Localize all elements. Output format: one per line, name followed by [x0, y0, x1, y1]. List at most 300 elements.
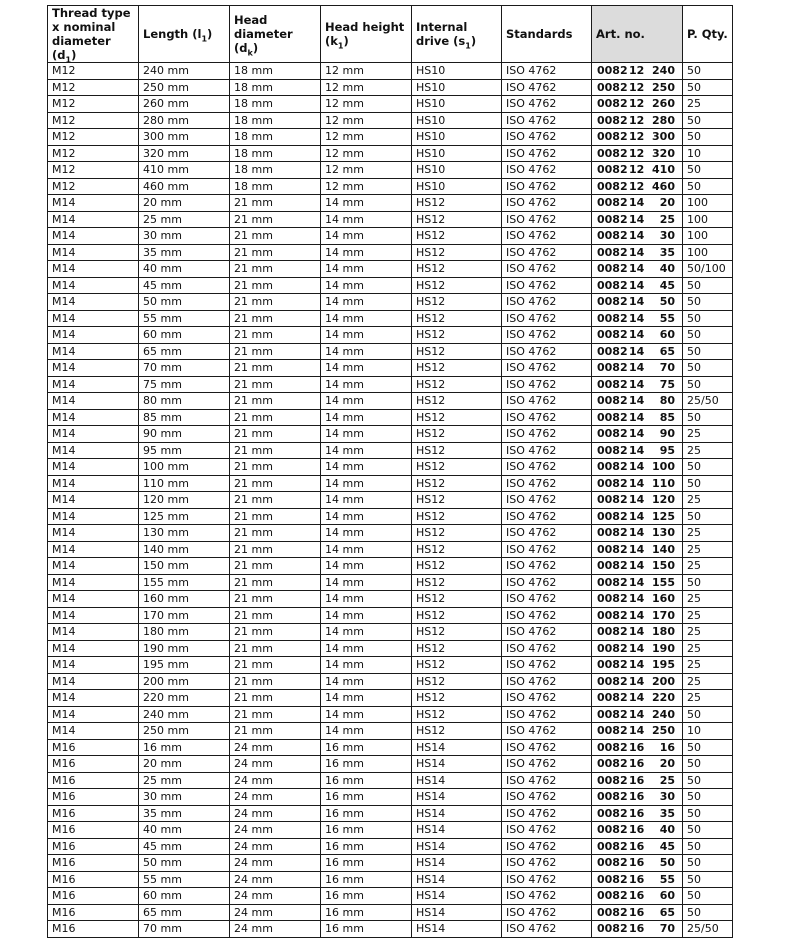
- cell-length: 70 mm: [139, 921, 230, 938]
- table-row: [48, 657, 733, 674]
- cell-internal-drive: HS10: [412, 96, 502, 113]
- art-no-part: 125: [652, 509, 675, 523]
- cell-internal-drive: HS14: [412, 739, 502, 756]
- art-no-part: 0082: [597, 394, 628, 408]
- cell-pack-qty: 10: [683, 723, 733, 740]
- cell-head-diameter: 18 mm: [230, 79, 321, 96]
- cell-standard: ISO 4762: [502, 96, 592, 113]
- cell-pack-qty: 50: [683, 904, 733, 921]
- cell-thread: M14: [48, 195, 139, 212]
- art-no-part: 16: [629, 790, 645, 804]
- cell-length: 130 mm: [139, 525, 230, 542]
- art-no-part: 0082: [597, 410, 628, 424]
- cell-head-diameter: 21 mm: [230, 657, 321, 674]
- table-row: [48, 409, 733, 426]
- cell-internal-drive: HS12: [412, 657, 502, 674]
- cell-pack-qty: 50: [683, 822, 733, 839]
- cell-pack-qty: 50: [683, 459, 733, 476]
- header-head-height: Head height $(k_1)$: [321, 6, 412, 63]
- cell-thread: M12: [48, 145, 139, 162]
- cell-head-diameter: 21 mm: [230, 723, 321, 740]
- cell-length: 90 mm: [139, 426, 230, 443]
- cell-length: 200 mm: [139, 673, 230, 690]
- art-no-part: 0082: [597, 806, 628, 820]
- cell-art-no: [592, 277, 683, 294]
- cell-head-diameter: 21 mm: [230, 244, 321, 261]
- art-no-part: 140: [652, 542, 675, 556]
- art-no-part: 0082: [597, 889, 628, 903]
- art-no-part: 190: [652, 641, 675, 655]
- cell-standard: ISO 4762: [502, 459, 592, 476]
- table-row: [48, 723, 733, 740]
- cell-thread: M14: [48, 393, 139, 410]
- art-no-part: 160: [652, 592, 675, 606]
- cell-thread: M14: [48, 211, 139, 228]
- cell-length: 20 mm: [139, 195, 230, 212]
- art-no-part: 16: [629, 856, 645, 870]
- cell-length: 125 mm: [139, 508, 230, 525]
- cell-art-no: [592, 228, 683, 245]
- cell-art-no: [592, 888, 683, 905]
- cell-thread: M14: [48, 228, 139, 245]
- header-row: [48, 6, 733, 63]
- art-no-part: 70: [659, 361, 675, 375]
- art-no-part: 12: [629, 97, 645, 111]
- cell-head-height: 14 mm: [321, 558, 412, 575]
- art-no-part: 0082: [597, 278, 628, 292]
- cell-art-no: [592, 343, 683, 360]
- art-no-part: 65: [659, 344, 675, 358]
- cell-pack-qty: 50: [683, 838, 733, 855]
- cell-internal-drive: HS14: [412, 888, 502, 905]
- table-row: [48, 673, 733, 690]
- cell-length: 260 mm: [139, 96, 230, 113]
- cell-internal-drive: HS10: [412, 145, 502, 162]
- cell-pack-qty: 50: [683, 475, 733, 492]
- table-row: [48, 228, 733, 245]
- cell-thread: M16: [48, 739, 139, 756]
- table-row: [48, 756, 733, 773]
- cell-head-diameter: 21 mm: [230, 409, 321, 426]
- cell-head-diameter: 21 mm: [230, 376, 321, 393]
- cell-head-diameter: 24 mm: [230, 756, 321, 773]
- cell-head-height: 14 mm: [321, 244, 412, 261]
- cell-thread: M14: [48, 442, 139, 459]
- table-row: [48, 871, 733, 888]
- cell-thread: M16: [48, 888, 139, 905]
- cell-head-diameter: 24 mm: [230, 855, 321, 872]
- cell-head-height: 16 mm: [321, 904, 412, 921]
- art-no-part: 45: [659, 278, 675, 292]
- cell-standard: ISO 4762: [502, 492, 592, 509]
- cell-pack-qty: 25: [683, 442, 733, 459]
- art-no-part: 12: [629, 64, 645, 78]
- cell-head-height: 14 mm: [321, 475, 412, 492]
- cell-pack-qty: 50: [683, 376, 733, 393]
- art-no-part: 16: [629, 839, 645, 853]
- cell-thread: M14: [48, 673, 139, 690]
- cell-length: 220 mm: [139, 690, 230, 707]
- cell-length: 100 mm: [139, 459, 230, 476]
- cell-head-height: 14 mm: [321, 277, 412, 294]
- cell-art-no: [592, 624, 683, 641]
- cell-standard: ISO 4762: [502, 409, 592, 426]
- cell-standard: ISO 4762: [502, 327, 592, 344]
- table-row: [48, 112, 733, 129]
- cell-standard: ISO 4762: [502, 558, 592, 575]
- cell-head-height: 14 mm: [321, 327, 412, 344]
- art-no-part: 0082: [597, 658, 628, 672]
- art-no-part: 0082: [597, 905, 628, 919]
- cell-pack-qty: 25: [683, 591, 733, 608]
- cell-head-diameter: 18 mm: [230, 162, 321, 179]
- art-no-part: 0082: [597, 179, 628, 193]
- cell-internal-drive: HS12: [412, 277, 502, 294]
- art-no-part: 90: [659, 427, 675, 441]
- table-row: [48, 789, 733, 806]
- art-no-part: 40: [659, 262, 675, 276]
- cell-art-no: [592, 657, 683, 674]
- cell-head-diameter: 21 mm: [230, 525, 321, 542]
- art-no-part: 16: [629, 823, 645, 837]
- art-no-part: 20: [659, 196, 675, 210]
- cell-length: 60 mm: [139, 888, 230, 905]
- cell-pack-qty: 50: [683, 277, 733, 294]
- cell-pack-qty: 50: [683, 508, 733, 525]
- art-no-part: 60: [659, 889, 675, 903]
- cell-length: 150 mm: [139, 558, 230, 575]
- art-no-part: 55: [659, 311, 675, 325]
- cell-head-height: 14 mm: [321, 442, 412, 459]
- cell-head-height: 16 mm: [321, 805, 412, 822]
- art-no-part: 0082: [597, 856, 628, 870]
- cell-art-no: [592, 426, 683, 443]
- cell-thread: M14: [48, 690, 139, 707]
- table-row: [48, 459, 733, 476]
- cell-thread: M16: [48, 772, 139, 789]
- cell-thread: M16: [48, 855, 139, 872]
- art-no-part: 0082: [597, 196, 628, 210]
- cell-head-height: 16 mm: [321, 838, 412, 855]
- cell-head-height: 14 mm: [321, 228, 412, 245]
- header-standards: Standards: [502, 6, 592, 63]
- cell-standard: ISO 4762: [502, 591, 592, 608]
- cell-standard: ISO 4762: [502, 871, 592, 888]
- cell-head-height: 14 mm: [321, 574, 412, 591]
- cell-standard: ISO 4762: [502, 211, 592, 228]
- cell-standard: ISO 4762: [502, 178, 592, 195]
- art-no-part: 14: [629, 526, 645, 540]
- cell-length: 140 mm: [139, 541, 230, 558]
- table-row: [48, 79, 733, 96]
- cell-internal-drive: HS12: [412, 558, 502, 575]
- cell-art-no: [592, 723, 683, 740]
- cell-standard: ISO 4762: [502, 426, 592, 443]
- cell-length: 250 mm: [139, 723, 230, 740]
- cell-standard: ISO 4762: [502, 195, 592, 212]
- cell-head-height: 14 mm: [321, 426, 412, 443]
- table-row: [48, 376, 733, 393]
- art-no-part: 0082: [597, 790, 628, 804]
- cell-thread: M14: [48, 591, 139, 608]
- cell-head-diameter: 21 mm: [230, 426, 321, 443]
- cell-thread: M14: [48, 426, 139, 443]
- cell-pack-qty: 50: [683, 855, 733, 872]
- cell-head-diameter: 21 mm: [230, 475, 321, 492]
- cell-thread: M12: [48, 162, 139, 179]
- cell-thread: M14: [48, 343, 139, 360]
- art-no-part: 130: [652, 526, 675, 540]
- cell-length: 20 mm: [139, 756, 230, 773]
- cell-internal-drive: HS14: [412, 904, 502, 921]
- cell-length: 250 mm: [139, 79, 230, 96]
- table-row: [48, 706, 733, 723]
- cell-head-diameter: 24 mm: [230, 838, 321, 855]
- cell-head-height: 16 mm: [321, 921, 412, 938]
- cell-art-no: [592, 591, 683, 608]
- cell-internal-drive: HS12: [412, 376, 502, 393]
- cell-art-no: [592, 855, 683, 872]
- cell-pack-qty: 25: [683, 96, 733, 113]
- cell-pack-qty: 25/50: [683, 921, 733, 938]
- cell-length: 410 mm: [139, 162, 230, 179]
- art-no-part: 45: [659, 839, 675, 853]
- cell-pack-qty: 50: [683, 805, 733, 822]
- cell-head-height: 14 mm: [321, 195, 412, 212]
- cell-standard: ISO 4762: [502, 607, 592, 624]
- cell-length: 65 mm: [139, 904, 230, 921]
- cell-art-no: [592, 525, 683, 542]
- art-no-part: 16: [629, 773, 645, 787]
- cell-art-no: [592, 360, 683, 377]
- cell-internal-drive: HS12: [412, 409, 502, 426]
- art-no-part: 14: [629, 592, 645, 606]
- cell-pack-qty: 25: [683, 673, 733, 690]
- art-no-part: 50: [659, 295, 675, 309]
- cell-head-height: 16 mm: [321, 772, 412, 789]
- cell-art-no: [592, 772, 683, 789]
- cell-head-height: 14 mm: [321, 607, 412, 624]
- cell-art-no: [592, 838, 683, 855]
- art-no-part: 0082: [597, 691, 628, 705]
- header-length: Length $(l_1)$: [139, 6, 230, 63]
- cell-pack-qty: 25: [683, 558, 733, 575]
- cell-standard: ISO 4762: [502, 756, 592, 773]
- cell-head-diameter: 24 mm: [230, 805, 321, 822]
- cell-internal-drive: HS12: [412, 261, 502, 278]
- cell-thread: M14: [48, 409, 139, 426]
- art-no-part: 0082: [597, 773, 628, 787]
- cell-length: 110 mm: [139, 475, 230, 492]
- art-no-part: 14: [629, 460, 645, 474]
- table-row: [48, 607, 733, 624]
- cell-internal-drive: HS12: [412, 343, 502, 360]
- art-no-part: 250: [652, 724, 675, 738]
- cell-standard: ISO 4762: [502, 640, 592, 657]
- cell-head-height: 16 mm: [321, 888, 412, 905]
- cell-pack-qty: 25: [683, 640, 733, 657]
- cell-length: 50 mm: [139, 855, 230, 872]
- cell-internal-drive: HS14: [412, 921, 502, 938]
- cell-length: 120 mm: [139, 492, 230, 509]
- cell-head-height: 14 mm: [321, 211, 412, 228]
- cell-art-no: [592, 690, 683, 707]
- art-no-part: 195: [652, 658, 675, 672]
- art-no-part: 0082: [597, 674, 628, 688]
- cell-thread: M12: [48, 79, 139, 96]
- art-no-part: 0082: [597, 443, 628, 457]
- art-no-part: 0082: [597, 823, 628, 837]
- cell-head-diameter: 21 mm: [230, 211, 321, 228]
- cell-thread: M14: [48, 558, 139, 575]
- art-no-part: 170: [652, 608, 675, 622]
- table-row: [48, 442, 733, 459]
- art-no-part: 35: [659, 245, 675, 259]
- cell-art-no: [592, 79, 683, 96]
- cell-internal-drive: HS10: [412, 129, 502, 146]
- table-row: [48, 244, 733, 261]
- cell-standard: ISO 4762: [502, 508, 592, 525]
- art-no-part: 0082: [597, 163, 628, 177]
- art-no-part: 14: [629, 443, 645, 457]
- cell-pack-qty: 50: [683, 360, 733, 377]
- cell-internal-drive: HS12: [412, 426, 502, 443]
- cell-head-height: 12 mm: [321, 63, 412, 80]
- art-no-part: 0082: [597, 377, 628, 391]
- cell-art-no: [592, 789, 683, 806]
- art-no-part: 14: [629, 707, 645, 721]
- art-no-part: 14: [629, 328, 645, 342]
- art-no-part: 14: [629, 658, 645, 672]
- table-row: [48, 591, 733, 608]
- cell-head-height: 14 mm: [321, 294, 412, 311]
- art-no-part: 0082: [597, 839, 628, 853]
- cell-standard: ISO 4762: [502, 723, 592, 740]
- art-no-part: 12: [629, 80, 645, 94]
- table-row: [48, 145, 733, 162]
- table-row: [48, 838, 733, 855]
- cell-head-diameter: 18 mm: [230, 145, 321, 162]
- cell-pack-qty: 50: [683, 706, 733, 723]
- cell-pack-qty: 50: [683, 112, 733, 129]
- art-no-part: 14: [629, 542, 645, 556]
- cell-pack-qty: 50: [683, 178, 733, 195]
- cell-pack-qty: 100: [683, 195, 733, 212]
- cell-internal-drive: HS12: [412, 228, 502, 245]
- cell-standard: ISO 4762: [502, 904, 592, 921]
- cell-art-no: [592, 310, 683, 327]
- cell-standard: ISO 4762: [502, 63, 592, 80]
- cell-thread: M14: [48, 723, 139, 740]
- cell-standard: ISO 4762: [502, 739, 592, 756]
- cell-head-height: 14 mm: [321, 343, 412, 360]
- cell-pack-qty: 50: [683, 574, 733, 591]
- cell-thread: M14: [48, 244, 139, 261]
- table-row: [48, 574, 733, 591]
- header-pack-qty: P. Qty.: [683, 6, 733, 63]
- cell-length: 155 mm: [139, 574, 230, 591]
- art-no-part: 0082: [597, 245, 628, 259]
- art-no-part: 14: [629, 476, 645, 490]
- cell-head-diameter: 21 mm: [230, 673, 321, 690]
- art-no-part: 70: [659, 922, 675, 936]
- table-row: [48, 855, 733, 872]
- art-no-part: 14: [629, 394, 645, 408]
- cell-head-height: 16 mm: [321, 871, 412, 888]
- cell-thread: M14: [48, 360, 139, 377]
- art-no-part: 80: [659, 394, 675, 408]
- cell-thread: M14: [48, 261, 139, 278]
- art-no-part: 14: [629, 493, 645, 507]
- cell-head-diameter: 18 mm: [230, 129, 321, 146]
- cell-pack-qty: 50/100: [683, 261, 733, 278]
- cell-head-height: 14 mm: [321, 525, 412, 542]
- cell-head-diameter: 21 mm: [230, 261, 321, 278]
- cell-head-diameter: 24 mm: [230, 772, 321, 789]
- cell-length: 45 mm: [139, 277, 230, 294]
- cell-standard: ISO 4762: [502, 838, 592, 855]
- cell-art-no: [592, 195, 683, 212]
- table-row: [48, 63, 733, 80]
- art-no-part: 12: [629, 146, 645, 160]
- cell-pack-qty: 50: [683, 63, 733, 80]
- cell-internal-drive: HS12: [412, 442, 502, 459]
- art-no-part: 12: [629, 179, 645, 193]
- cell-head-diameter: 21 mm: [230, 228, 321, 245]
- art-no-part: 14: [629, 509, 645, 523]
- art-no-part: 16: [629, 889, 645, 903]
- cell-internal-drive: HS14: [412, 838, 502, 855]
- table-row: [48, 541, 733, 558]
- cell-length: 170 mm: [139, 607, 230, 624]
- art-no-part: 155: [652, 575, 675, 589]
- cell-head-height: 12 mm: [321, 178, 412, 195]
- cell-head-height: 14 mm: [321, 640, 412, 657]
- cell-thread: M14: [48, 525, 139, 542]
- art-no-part: 14: [629, 608, 645, 622]
- table-row: [48, 426, 733, 443]
- cell-pack-qty: 25: [683, 492, 733, 509]
- cell-head-height: 14 mm: [321, 673, 412, 690]
- cell-art-no: [592, 145, 683, 162]
- art-no-part: 0082: [597, 97, 628, 111]
- cell-art-no: [592, 112, 683, 129]
- cell-standard: ISO 4762: [502, 657, 592, 674]
- table-row: [48, 904, 733, 921]
- art-no-part: 0082: [597, 608, 628, 622]
- cell-thread: M12: [48, 96, 139, 113]
- cell-thread: M16: [48, 838, 139, 855]
- table-row: [48, 310, 733, 327]
- cell-thread: M14: [48, 574, 139, 591]
- cell-head-diameter: 24 mm: [230, 822, 321, 839]
- art-no-part: 410: [652, 163, 675, 177]
- cell-internal-drive: HS12: [412, 195, 502, 212]
- cell-length: 75 mm: [139, 376, 230, 393]
- cell-internal-drive: HS12: [412, 244, 502, 261]
- cell-pack-qty: 100: [683, 228, 733, 245]
- cell-internal-drive: HS12: [412, 360, 502, 377]
- art-no-part: 0082: [597, 922, 628, 936]
- art-no-part: 95: [659, 443, 675, 457]
- cell-internal-drive: HS10: [412, 178, 502, 195]
- cell-head-diameter: 21 mm: [230, 624, 321, 641]
- art-no-part: 85: [659, 410, 675, 424]
- cell-art-no: [592, 211, 683, 228]
- cell-head-height: 14 mm: [321, 376, 412, 393]
- art-no-part: 14: [629, 641, 645, 655]
- cell-art-no: [592, 393, 683, 410]
